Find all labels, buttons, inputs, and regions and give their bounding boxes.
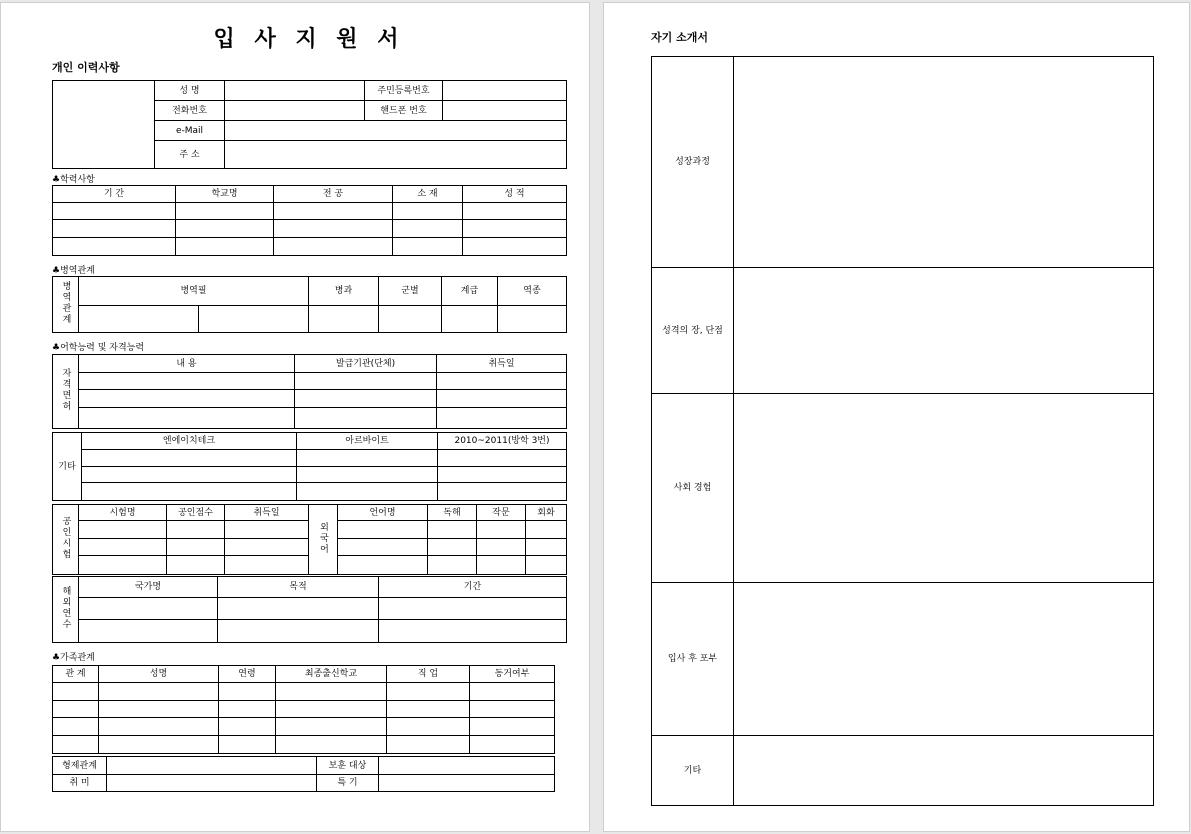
test-header-name: 시험명 — [79, 505, 167, 521]
phone-label: 전화번호 — [155, 101, 225, 121]
mobile-label: 핸드폰 번호 — [365, 101, 443, 121]
family-header-age: 연령 — [219, 666, 276, 683]
table-row — [53, 306, 567, 333]
military-heading: ♣병역관계 — [52, 266, 95, 276]
military-header-branch: 병과 — [309, 277, 379, 306]
test-language-table — [52, 504, 567, 575]
self-introduction-table — [651, 56, 1154, 806]
page-title: 입 사 지 원 서 — [213, 27, 405, 52]
name-field[interactable] — [225, 81, 365, 101]
edu-header-grade: 성 적 — [463, 186, 567, 203]
phone-field[interactable] — [225, 101, 365, 121]
other-period: 2010~2011(방학 3번) — [438, 433, 567, 450]
intro-field-aspiration[interactable] — [734, 583, 1154, 736]
abroad-header-purpose: 목적 — [218, 577, 379, 598]
intro-field-other[interactable] — [734, 736, 1154, 806]
education-table — [52, 185, 567, 256]
name-label: 성 명 — [155, 81, 225, 101]
personal-info-table — [52, 80, 567, 169]
address-label: 주 소 — [155, 141, 225, 169]
mobile-field[interactable] — [443, 101, 567, 121]
family-heading: ♣가족관계 — [52, 653, 95, 663]
family-header-job: 직 업 — [387, 666, 470, 683]
other-experience-table — [52, 432, 567, 501]
table-row — [53, 598, 567, 620]
military-header-type: 역종 — [498, 277, 567, 306]
siblings-label: 형제관계 — [53, 757, 107, 775]
lang-header-name: 언어명 — [338, 505, 428, 521]
intro-field-growth[interactable] — [734, 57, 1154, 268]
military-header-served: 병역필 — [79, 277, 309, 306]
license-header-issuer: 발급기관(단체) — [295, 355, 437, 373]
other-side-label: 기타 — [53, 433, 82, 501]
special-skill-label: 특 기 — [317, 775, 379, 792]
email-label: e-Mail — [155, 121, 225, 141]
photo-box[interactable] — [53, 81, 155, 169]
resident-no-field[interactable] — [443, 81, 567, 101]
table-row — [53, 220, 567, 238]
resident-no-label: 주민등록번호 — [365, 81, 443, 101]
test-header-score: 공인점수 — [167, 505, 225, 521]
intro-label-growth: 성장과정 — [652, 57, 734, 268]
intro-label-aspiration: 입사 후 포부 — [652, 583, 734, 736]
table-row — [53, 620, 567, 643]
license-side-label: 자격면허 — [53, 355, 79, 429]
intro-heading: 자기 소개서 — [651, 31, 708, 44]
hobby-label: 취 미 — [53, 775, 107, 792]
other-company: 엔에이치테크 — [82, 433, 297, 450]
edu-header-major: 전 공 — [274, 186, 393, 203]
edu-header-location: 소 재 — [393, 186, 463, 203]
table-row — [53, 718, 555, 736]
test-header-date: 취득일 — [225, 505, 309, 521]
special-skill-field[interactable] — [379, 775, 555, 792]
abroad-table — [52, 576, 567, 643]
email-field[interactable] — [225, 121, 567, 141]
education-heading: ♣학력사항 — [52, 175, 95, 185]
abroad-side-label: 해외연수 — [53, 577, 79, 643]
table-row — [53, 408, 567, 429]
table-row — [53, 390, 567, 408]
edu-header-school: 학교명 — [176, 186, 274, 203]
military-side-label: 병역관계 — [53, 277, 79, 333]
family-table — [52, 665, 555, 754]
lang-header-speaking: 회화 — [526, 505, 567, 521]
license-header-content: 내 용 — [79, 355, 295, 373]
table-row — [53, 683, 555, 701]
lang-header-reading: 독해 — [428, 505, 477, 521]
address-field[interactable] — [225, 141, 567, 169]
abroad-header-country: 국가명 — [79, 577, 218, 598]
language-side-label: 외국어 — [309, 505, 338, 575]
intro-field-personality[interactable] — [734, 268, 1154, 394]
family-header-relation: 관 계 — [53, 666, 99, 683]
table-row — [53, 701, 555, 718]
hobby-field[interactable] — [107, 775, 317, 792]
military-table — [52, 276, 567, 333]
military-header-army: 군별 — [379, 277, 442, 306]
qualification-heading: ♣어학능력 및 자격능력 — [52, 343, 145, 353]
family-header-name: 성명 — [99, 666, 219, 683]
table-row — [53, 736, 555, 754]
veteran-label: 보훈 대상 — [317, 757, 379, 775]
family-header-cohabit: 동거여부 — [470, 666, 555, 683]
table-row — [53, 467, 567, 483]
family-header-school: 최종출신학교 — [276, 666, 387, 683]
military-header-rank: 계급 — [442, 277, 498, 306]
table-row — [53, 450, 567, 467]
other-job-type: 아르바이트 — [297, 433, 438, 450]
intro-field-experience[interactable] — [734, 394, 1154, 583]
intro-label-other: 기타 — [652, 736, 734, 806]
abroad-header-period: 기간 — [379, 577, 567, 598]
table-row — [53, 483, 567, 501]
table-row — [53, 203, 567, 220]
siblings-field[interactable] — [107, 757, 317, 775]
test-side-label: 공인시험 — [53, 505, 79, 575]
table-row — [53, 373, 567, 390]
veteran-field[interactable] — [379, 757, 555, 775]
lang-header-writing: 작문 — [477, 505, 526, 521]
table-row — [53, 238, 567, 256]
edu-header-period: 기 간 — [53, 186, 176, 203]
intro-label-experience: 사회 경험 — [652, 394, 734, 583]
personal-section-heading: 개인 이력사항 — [52, 61, 120, 74]
intro-label-personality: 성격의 장, 단점 — [652, 268, 734, 394]
extra-info-table — [52, 756, 555, 792]
license-header-date: 취득일 — [437, 355, 567, 373]
license-table — [52, 354, 567, 429]
